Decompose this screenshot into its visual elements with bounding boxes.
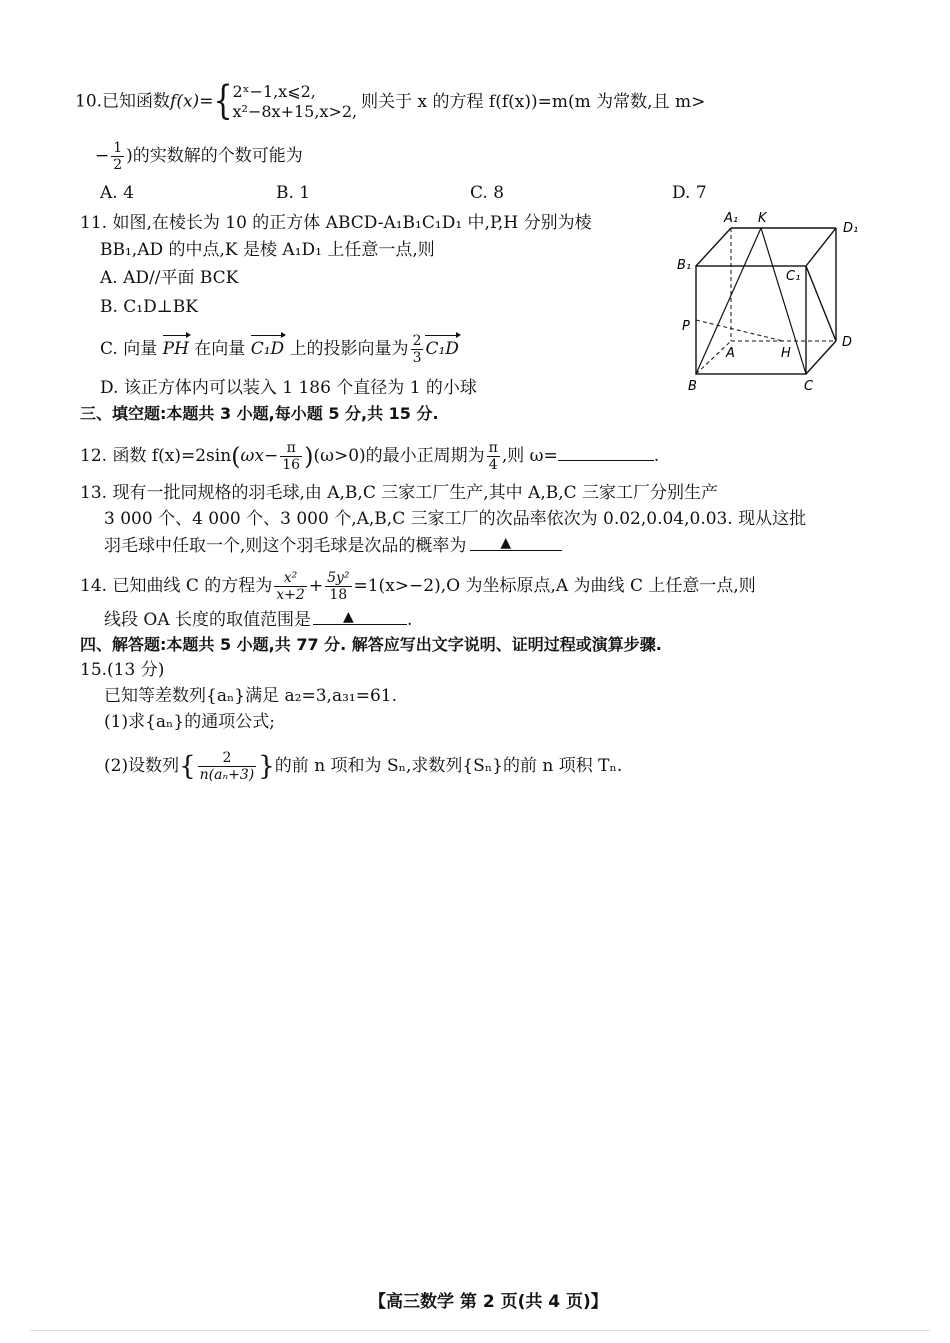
q14-frac1-num: x² bbox=[274, 570, 307, 587]
q14-frac2 bbox=[325, 570, 351, 603]
q11-option-a: A. AD//平面 BCK bbox=[100, 268, 239, 288]
q10-case2: x²−8x+15,x>2, bbox=[232, 102, 358, 121]
q11-option-c bbox=[100, 333, 459, 366]
q12-mid: (ω>0)的最小正周期为 bbox=[313, 446, 485, 466]
q12-frac2-den: 4 bbox=[488, 457, 498, 473]
q10-option-c: C. 8 bbox=[470, 183, 505, 203]
q11-option-b: B. C₁D⊥BK bbox=[100, 297, 198, 317]
q15-part2 bbox=[104, 750, 622, 783]
label-k: K bbox=[758, 211, 767, 226]
q12-rparen: ) bbox=[304, 442, 314, 471]
q12-pre: 12. 函数 f(x)=2sin bbox=[80, 446, 232, 466]
q10-brace: { bbox=[213, 78, 233, 125]
q13-line3-text: 羽毛球中任取一个,则这个羽毛球是次品的概率为 bbox=[104, 536, 467, 556]
q15-p2-pre: (2)设数列 bbox=[104, 756, 180, 776]
q15-rbrace: } bbox=[258, 751, 275, 782]
q11-c-fraction bbox=[411, 333, 424, 366]
label-a: A bbox=[726, 346, 735, 361]
q15-head: 15.(13 分) bbox=[80, 660, 165, 680]
q12-frac2-num: π bbox=[488, 440, 498, 456]
q12-frac1 bbox=[280, 440, 302, 473]
q14-frac1 bbox=[274, 570, 307, 603]
q12-post: ,则 ω= bbox=[501, 446, 558, 466]
label-d1: D₁ bbox=[843, 221, 859, 236]
q10-fx: f(x)= bbox=[170, 91, 214, 112]
answer-marker-icon: ▲ bbox=[500, 535, 512, 551]
segment-p-h bbox=[696, 320, 783, 341]
q14-frac1-den: x+2 bbox=[276, 587, 305, 603]
q12-frac2 bbox=[487, 440, 500, 473]
q11-c-mid2: 上的投影向量为 bbox=[289, 339, 409, 359]
q10-frac-num: 1 bbox=[113, 140, 123, 156]
q10-line2 bbox=[95, 140, 303, 173]
q14-frac2-den: 18 bbox=[329, 587, 348, 603]
q10-middle: 则关于 x 的方程 f(f(x))=m(m 为常数,且 m> bbox=[361, 91, 706, 112]
q11-line2: BB₁,AD 的中点,K 是棱 A₁D₁ 上任意一点,则 bbox=[100, 240, 435, 260]
q14-plus: + bbox=[308, 576, 324, 596]
label-h: H bbox=[781, 346, 791, 361]
q12-end: . bbox=[653, 446, 660, 466]
q14-answer-blank[interactable] bbox=[313, 608, 407, 625]
q13-answer-blank[interactable] bbox=[470, 534, 562, 551]
edge-c1-d1 bbox=[806, 228, 836, 266]
q12-frac1-den: 16 bbox=[282, 457, 301, 473]
label-p: P bbox=[682, 319, 690, 334]
q11-c-den: 3 bbox=[412, 350, 422, 366]
q10-option-b: B. 1 bbox=[276, 183, 311, 203]
q14-line2 bbox=[104, 608, 412, 631]
q15-part1: (1)求{aₙ}的通项公式; bbox=[104, 712, 275, 732]
edge-b1-a1 bbox=[696, 228, 731, 266]
q14-line1 bbox=[80, 570, 756, 603]
q10-prefix: 10.已知函数 bbox=[75, 91, 171, 112]
q10-line2-suffix: )的实数解的个数可能为 bbox=[126, 146, 303, 166]
q14-pre: 14. 已知曲线 C 的方程为 bbox=[80, 576, 273, 596]
q13-line1: 13. 现有一批同规格的羽毛球,由 A,B,C 三家工厂生产,其中 A,B,C 三家工厂分别生产 bbox=[80, 483, 719, 503]
q13-line3 bbox=[104, 534, 562, 557]
label-d: D bbox=[842, 335, 853, 350]
q11-line1: 11. 如图,在棱长为 10 的正方体 ABCD-A₁B₁C₁D₁ 中,P,H 分别为棱 bbox=[80, 213, 592, 233]
q13-line2: 3 000 个、4 000 个、3 000 个,A,B,C 三家工厂的次品率依次为 0.02,0.04,0.03. 现从这批 bbox=[104, 509, 807, 529]
q15-lbrace: { bbox=[179, 751, 196, 782]
q15-given: 已知等差数列{aₙ}满足 a₂=3,a₃₁=61. bbox=[104, 686, 397, 706]
section-3-heading: 三、填空题:本题共 3 小题,每小题 5 分,共 15 分. bbox=[80, 404, 439, 423]
q12-lparen: ( bbox=[231, 442, 241, 471]
page-footer: 【高三数学 第 2 页(共 4 页)】 bbox=[369, 1292, 608, 1312]
label-b: B bbox=[688, 379, 697, 394]
edge-c-d bbox=[806, 341, 836, 374]
q15-fraction bbox=[198, 750, 257, 783]
vector-c1d: C₁D bbox=[250, 339, 285, 359]
q11-c-num: 2 bbox=[412, 333, 422, 349]
q10-piecewise bbox=[233, 82, 358, 122]
q14-post: =1(x>−2),O 为坐标原点,A 为曲线 C 上任意一点,则 bbox=[353, 576, 756, 596]
q10-case1: 2ˣ−1,x⩽2, bbox=[232, 82, 316, 101]
q10-line1 bbox=[75, 78, 706, 125]
vector-c1d-2: C₁D bbox=[425, 339, 459, 359]
q15-p2-post: 的前 n 项和为 Sₙ,求数列{Sₙ}的前 n 项积 Tₙ. bbox=[274, 756, 623, 776]
q10-option-a: A. 4 bbox=[100, 183, 134, 203]
q11-option-d: D. 该正方体内可以装入 1 186 个直径为 1 的小球 bbox=[100, 378, 477, 398]
q12-inner: ωx− bbox=[240, 446, 279, 466]
label-a1: A₁ bbox=[724, 211, 739, 226]
q10-option-d: D. 7 bbox=[672, 183, 707, 203]
q10-minus: − bbox=[95, 146, 110, 166]
answer-marker-icon-2: ▲ bbox=[343, 609, 354, 625]
label-c: C bbox=[804, 379, 814, 394]
q12 bbox=[80, 440, 659, 473]
q14-end: . bbox=[407, 610, 413, 630]
segment-c1-d bbox=[806, 266, 836, 341]
q14-line2-text: 线段 OA 长度的取值范围是 bbox=[104, 610, 312, 630]
cube-figure bbox=[676, 206, 876, 396]
q10-fraction bbox=[111, 140, 124, 173]
q10-frac-den: 2 bbox=[113, 157, 123, 173]
q12-frac1-num: π bbox=[280, 440, 302, 457]
q11-c-pre: C. 向量 bbox=[100, 339, 158, 359]
vector-ph: PH bbox=[162, 339, 189, 359]
q14-frac2-num: 5y² bbox=[327, 570, 350, 586]
q12-answer-blank[interactable] bbox=[558, 444, 654, 461]
q15-frac-num: 2 bbox=[198, 750, 257, 767]
label-c1: C₁ bbox=[786, 269, 801, 284]
q11-c-mid: 在向量 bbox=[194, 339, 246, 359]
bottom-divider bbox=[30, 1330, 930, 1331]
q15-frac-den: n(aₙ+3) bbox=[199, 767, 255, 783]
section-4-heading: 四、解答题:本题共 5 小题,共 77 分. 解答应写出文字说明、证明过程或演算步骤. bbox=[80, 635, 662, 654]
label-b1: B₁ bbox=[677, 258, 692, 273]
